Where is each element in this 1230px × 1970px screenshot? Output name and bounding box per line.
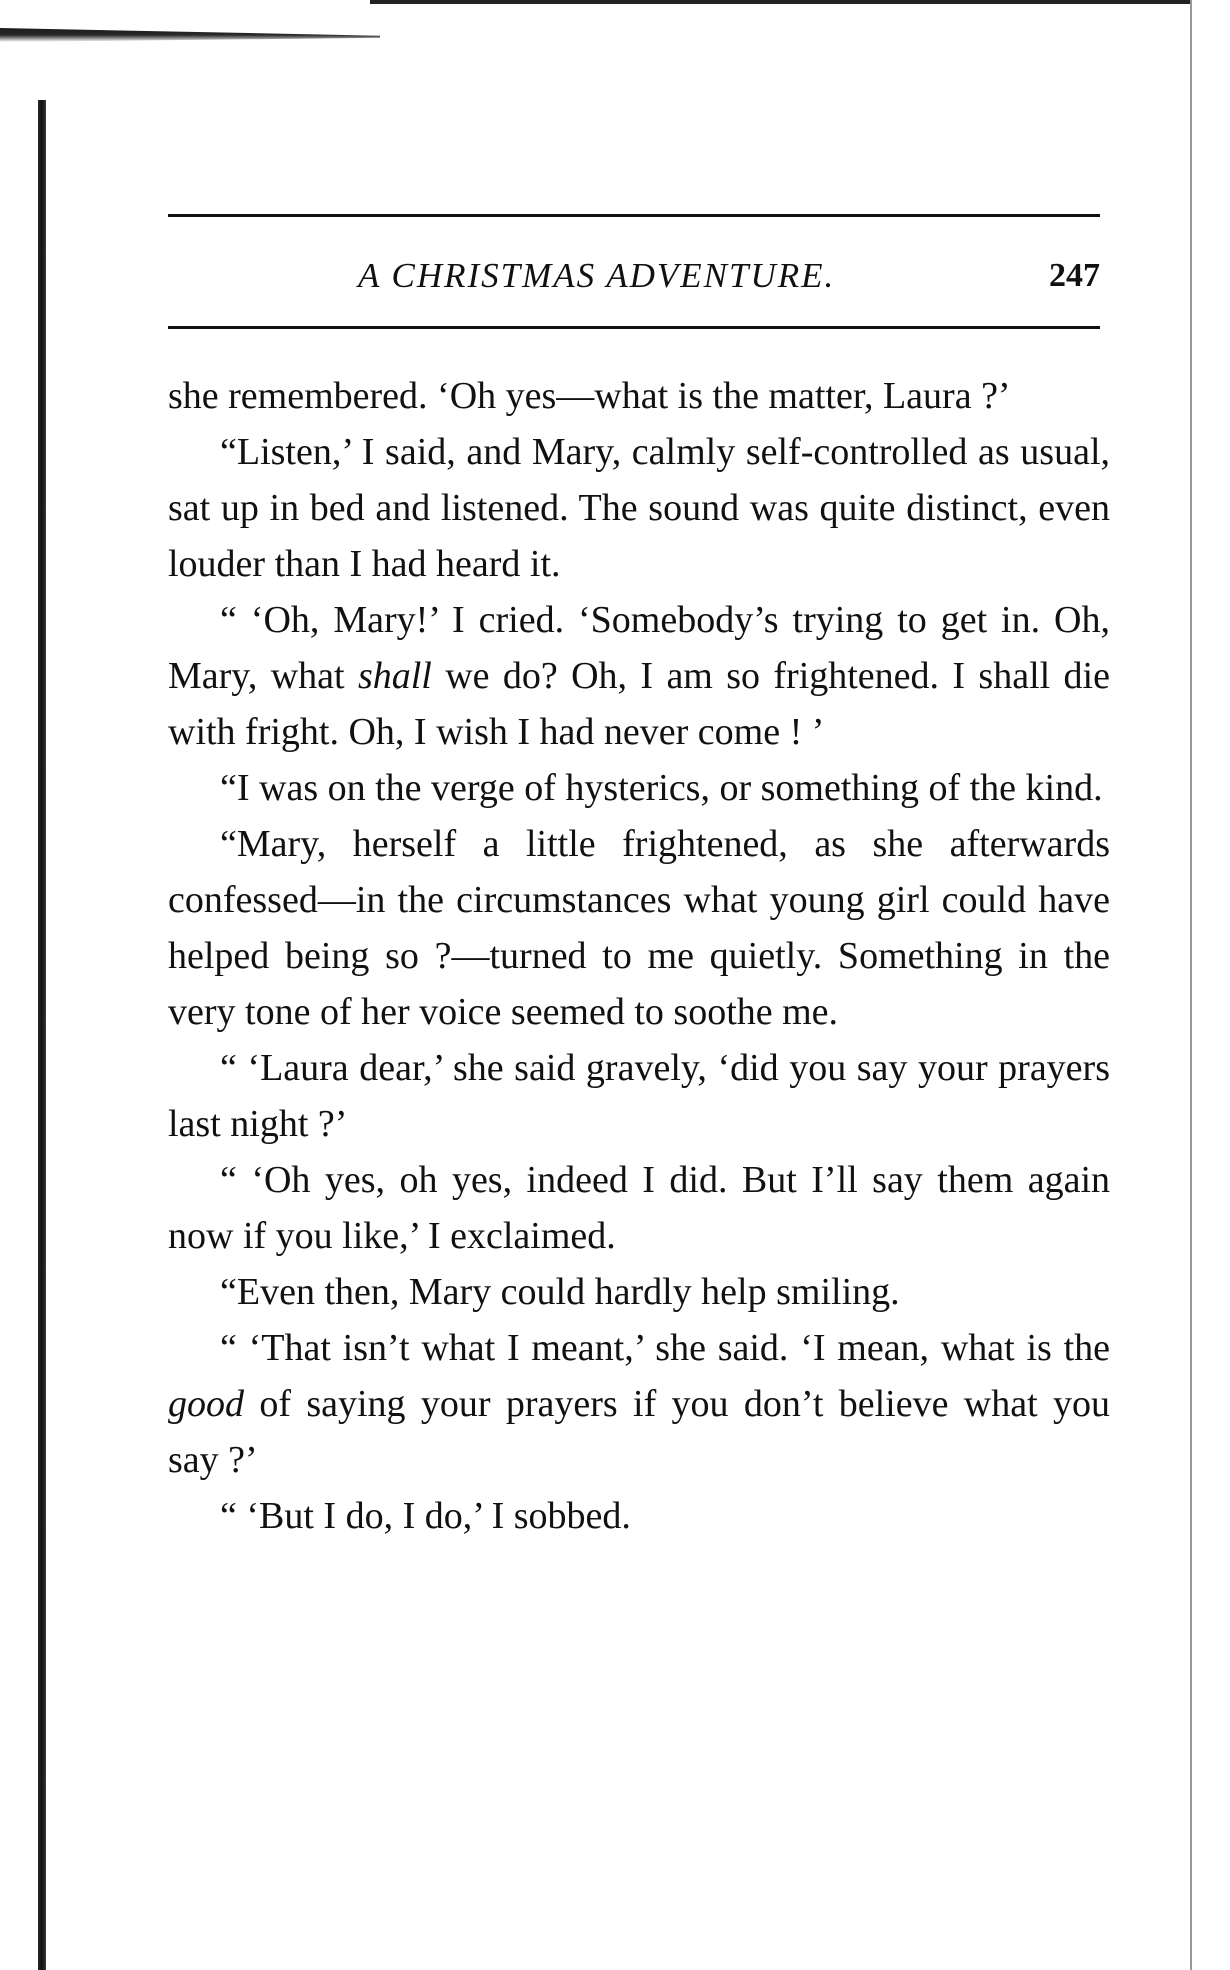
scan-spine-shadow — [38, 100, 46, 1970]
running-title: A CHRISTMAS ADVENTURE. — [358, 256, 836, 295]
paragraph-1: she remembered. ‘Oh yes—what is the matter, Laura ?’ — [168, 375, 1011, 417]
scan-right-border — [1190, 0, 1192, 1970]
paragraph-3-emphasis: shall — [357, 655, 432, 697]
scan-edge-shadow — [0, 28, 380, 42]
scan-top-border — [370, 0, 1190, 4]
paragraph-5: “Mary, herself a little frightened, as she afterwards confessed—in the circumstances what young girl could have helped being so ?—turned to me quietly. Something in the very tone of her voice seemed to soothe me. — [168, 823, 1110, 1033]
paragraph-9 — [168, 1320, 1110, 1488]
paragraph-3-text-b: we do? Oh, I am so frightened. I shall die with fright. Oh, I wish I had never come ! ’ — [168, 655, 1110, 753]
paragraph-9-text-a: “ ‘That isn’t what I meant,’ she said. ‘I mean, what is the — [220, 1327, 1110, 1369]
page-number: 247 — [1049, 257, 1100, 294]
paragraph-9-text-b: of saying your prayers if you don’t believe what you say ?’ — [168, 1383, 1110, 1481]
paragraph-4: “I was on the verge of hysterics, or something of the kind. — [220, 767, 1103, 809]
paragraph-6: “ ‘Laura dear,’ she said gravely, ‘did you say your prayers last night ?’ — [168, 1047, 1110, 1145]
running-head — [168, 248, 1100, 304]
paragraph-3 — [168, 592, 1110, 760]
paragraph-9-emphasis: good — [168, 1383, 244, 1425]
paragraph-8: “Even then, Mary could hardly help smiling. — [220, 1271, 900, 1313]
paragraph-3-text-a: “ ‘Oh, Mary!’ I cried. ‘Somebody’s trying to get in. Oh, Mary, what — [168, 599, 1110, 697]
paragraph-10: “ ‘But I do, I do,’ I sobbed. — [220, 1495, 631, 1537]
paragraph-7: “ ‘Oh yes, oh yes, indeed I did. But I’ll say them again now if you like,’ I exclaimed. — [168, 1159, 1110, 1257]
header-rule-top — [168, 214, 1100, 217]
paragraph-2: “Listen,’ I said, and Mary, calmly self-controlled as usual, sat up in bed and listened. The sound was quite distinct, even louder than I had heard it. — [168, 431, 1110, 585]
header-rule-bottom — [168, 326, 1100, 329]
body-text — [168, 368, 1110, 1544]
